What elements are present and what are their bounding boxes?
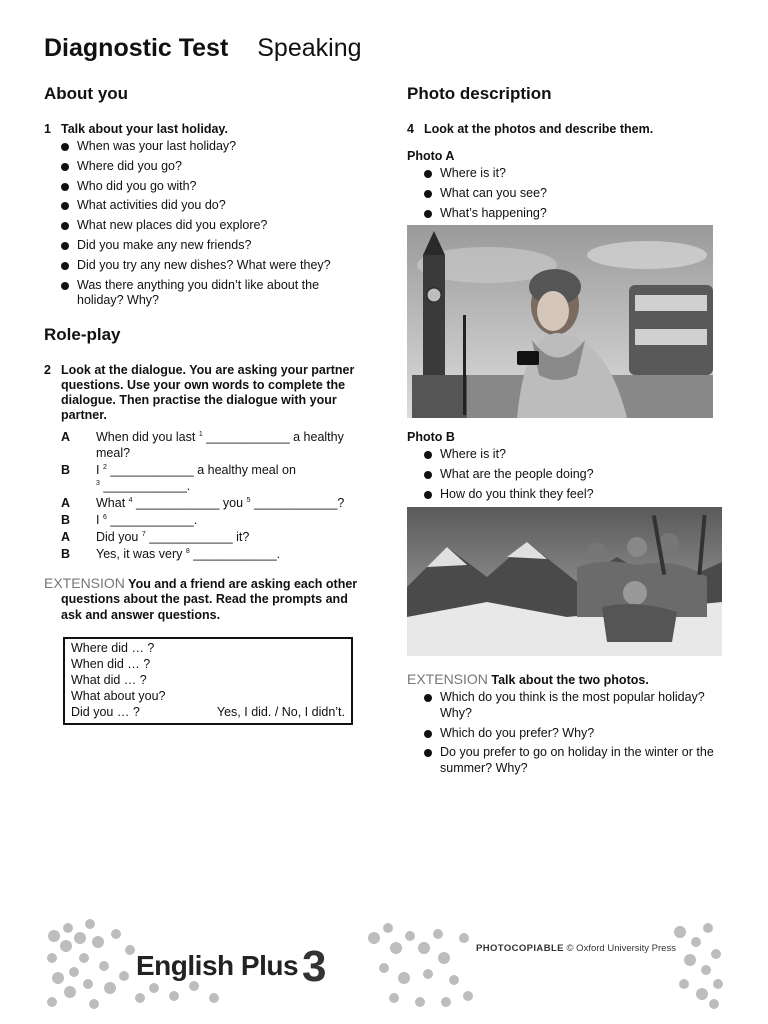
prompt-answer: Yes, I did. / No, I didn’t. <box>216 705 345 720</box>
speaker: B <box>61 462 71 477</box>
list-item: Did you make any new friends? <box>61 238 362 254</box>
prompt-box <box>63 637 353 725</box>
list-item: Where did you go? <box>61 159 362 175</box>
list-item: Which do you think is the most popular holiday? Why? <box>424 690 725 721</box>
role-play-heading: Role-play <box>44 324 121 344</box>
list-item: How do you think they feel? <box>424 487 725 503</box>
dialogue-line <box>61 495 362 511</box>
dialogue-line <box>61 429 362 461</box>
extension-label: EXTENSION <box>407 670 488 687</box>
speaker: A <box>61 429 71 444</box>
page-title <box>44 34 362 63</box>
title-diagnostic-test: Diagnostic Test <box>44 34 229 62</box>
photo-a-questions <box>407 166 725 221</box>
prompt-row: Did you … ? Yes, I did. / No, I didn’t. <box>71 705 345 720</box>
photo-b-questions <box>407 447 725 502</box>
about-you-heading: About you <box>44 84 129 103</box>
list-item: Where is it? <box>424 166 725 182</box>
speaker: A <box>61 495 71 510</box>
task-2 <box>44 363 362 423</box>
photo-b-image <box>407 507 722 656</box>
dialogue-text: Did you $^7$ ____________ it? <box>96 529 250 544</box>
list-item: Do you prefer to go on holiday in the winter or the summer? Why? <box>424 745 725 776</box>
about-questions <box>44 139 362 309</box>
dialogue <box>61 429 362 562</box>
list-item: Who did you go with? <box>61 179 362 195</box>
task-text: Look at the photos and describe them. <box>424 122 654 136</box>
list-item: What activities did you do? <box>61 198 362 214</box>
extension-questions <box>407 690 725 776</box>
dialogue-text: What $^4$ ____________ you $^5$ ____________? <box>96 495 345 510</box>
right-column <box>407 82 725 781</box>
copyright-text: © Oxford University Press <box>566 943 676 954</box>
task-number: 2 <box>44 362 51 377</box>
left-column <box>44 82 362 725</box>
list-item: Was there anything you didn’t like about the holiday? Why? <box>61 278 362 309</box>
extension-photos <box>407 672 725 689</box>
speaker: A <box>61 529 71 544</box>
list-item: What can you see? <box>424 186 725 202</box>
list-item: Did you try any new dishes? What were they? <box>61 258 362 274</box>
list-item: What’s happening? <box>424 206 725 222</box>
prompt-row: What did … ? <box>71 673 147 688</box>
dialogue-line <box>61 546 362 562</box>
speaker: B <box>61 512 71 527</box>
footer-copyright <box>476 943 676 954</box>
extension-text: Talk about the two photos. <box>491 672 649 687</box>
task-number: 1 <box>44 122 51 136</box>
extension-roleplay <box>44 576 362 624</box>
footer-brand <box>136 936 327 991</box>
task-number: 4 <box>407 122 414 136</box>
brand-name: English Plus <box>136 950 299 981</box>
brand-number: 3 <box>302 942 327 991</box>
list-item: Which do you prefer? Why? <box>424 726 725 742</box>
extension-label: EXTENSION <box>44 574 125 591</box>
task-text: Talk about your last holiday. <box>61 122 228 136</box>
photo-a-image <box>407 225 713 418</box>
title-speaking: Speaking <box>257 34 362 62</box>
prompt-row: What about you? <box>71 689 166 704</box>
dialogue-text: Yes, it was very $^8$ ____________. <box>96 546 281 561</box>
photo-b-label: Photo B <box>407 430 455 445</box>
list-item: When was your last holiday? <box>61 139 362 155</box>
list-item: Where is it? <box>424 447 725 463</box>
dialogue-line <box>61 462 362 494</box>
task-4 <box>407 122 725 137</box>
photo-description-heading: Photo description <box>407 84 552 103</box>
photocopiable-label: PHOTOCOPIABLE <box>476 943 564 954</box>
dialogue-text: I $^2$ ____________ a healthy meal on $^3$ ____________. <box>96 462 296 493</box>
extension-text: You and a friend are asking each other questions about the past. Read the prompts and ask and answer questions. <box>61 576 358 622</box>
dialogue-text: I $^6$ ____________. <box>96 512 198 527</box>
footer <box>44 918 724 1010</box>
dialogue-line <box>61 512 362 528</box>
photo-a-label: Photo A <box>407 149 455 163</box>
prompt-row: Where did … ? <box>71 641 155 656</box>
list-item: What new places did you explore? <box>61 218 362 234</box>
speaker: B <box>61 546 71 561</box>
task-text: Look at the dialogue. You are asking your partner questions. Use your own words to complete the dialogue. Then practise the dialogue with your partner. <box>61 362 355 422</box>
prompt-row: When did … ? <box>71 657 151 672</box>
list-item: What are the people doing? <box>424 467 725 483</box>
task-1 <box>44 122 362 137</box>
dialogue-line <box>61 529 362 545</box>
dialogue-text: When did you last $^1$ ____________ a healthy meal? <box>96 429 344 460</box>
